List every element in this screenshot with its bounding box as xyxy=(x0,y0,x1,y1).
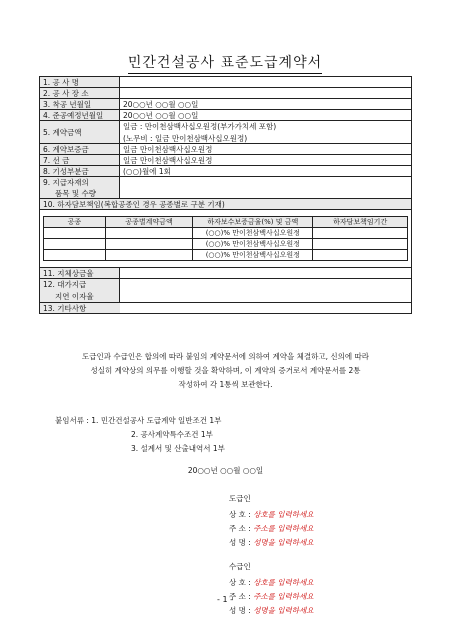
field-label: 성 명 : xyxy=(229,606,251,615)
field-label: 주 소 : xyxy=(229,592,251,601)
value-project-site xyxy=(120,88,411,98)
table-cell xyxy=(105,228,192,239)
contractor-company-row xyxy=(229,508,412,522)
attachments xyxy=(39,414,412,456)
agreement-line: 작성하여 각 1통씩 보관한다. xyxy=(178,380,273,389)
warranty-table xyxy=(43,216,408,261)
warranty-table-header xyxy=(44,217,408,228)
value-delay-penalty xyxy=(120,268,411,278)
row-progress-payment xyxy=(40,166,411,177)
table-cell xyxy=(105,250,192,261)
table-cell xyxy=(44,239,106,250)
label-start-date: 3. 착공 년월일 xyxy=(40,99,120,109)
subcontractor-block xyxy=(229,560,412,618)
field-label: 주 소 : xyxy=(229,524,251,533)
label-progress-payment: 8. 기성부분금 xyxy=(40,166,120,176)
contractor-name-row xyxy=(229,536,412,550)
warranty-col-bond-rate: 하자보수보증금율(%) 및 금액 xyxy=(193,217,313,228)
attachment-item: 3. 설계서 및 산출내역서 1부 xyxy=(131,444,225,453)
table-row xyxy=(44,239,408,250)
label-supplied-materials-line1: 9. 지급자재의 xyxy=(43,177,89,187)
warranty-header: 10. 하자담보책임(복합공종인 경우 공종별로 구분 기재) xyxy=(40,199,411,209)
table-cell: (○○)% 만이천삼백사십오원정 xyxy=(193,250,313,261)
table-row xyxy=(44,250,408,261)
row-warranty-header xyxy=(40,199,411,210)
contractor-address-row xyxy=(229,522,412,536)
row-completion-date xyxy=(40,110,411,121)
subcontractor-company-row xyxy=(229,576,412,590)
attachment-item: 2. 공사계약특수조건 1부 xyxy=(131,430,213,439)
contractor-address-field[interactable]: 주소를 입력하세요 xyxy=(253,524,314,533)
contract-body xyxy=(39,348,412,618)
contractor-block xyxy=(229,492,412,550)
attachments-prefix: 붙임서류 : xyxy=(55,416,89,425)
table-cell: (○○)% 만이천삼백사십오원정 xyxy=(193,239,313,250)
row-other-header xyxy=(40,303,411,313)
label-advance-payment: 7. 선 금 xyxy=(40,155,120,165)
label-delay-interest xyxy=(40,279,120,302)
label-supplied-materials xyxy=(40,177,120,198)
value-project-name xyxy=(120,77,411,87)
page-number: - 1 - xyxy=(217,595,233,604)
field-label: 상 호 : xyxy=(229,578,251,587)
document-title xyxy=(0,52,450,74)
field-label: 상 호 : xyxy=(229,510,251,519)
warranty-area xyxy=(40,210,411,268)
attachment-text: 1. 민간건설공사 도급계약 일반조건 1부 xyxy=(91,416,222,425)
row-supplied-materials xyxy=(40,177,411,199)
label-project-name: 1. 공 사 명 xyxy=(40,77,120,87)
label-supplied-materials-line2: 품목 및 수량 xyxy=(55,188,96,198)
value-supplied-materials xyxy=(120,177,411,198)
label-delay-interest-line1: 12. 대가지급 xyxy=(43,280,87,289)
row-project-name xyxy=(40,77,411,88)
table-cell xyxy=(44,228,106,239)
contract-amount-line2: (노무비 : 일금 만이천삼백사십오원정) xyxy=(123,133,248,143)
table-cell xyxy=(313,250,408,261)
subcontractor-name-row xyxy=(229,604,412,618)
field-label: 성 명 : xyxy=(229,538,251,547)
label-performance-bond: 6. 계약보증금 xyxy=(40,144,120,154)
table-row xyxy=(44,228,408,239)
row-delay-penalty xyxy=(40,268,411,279)
row-advance-payment xyxy=(40,155,411,166)
value-start-date: 20○○년 ○○월 ○○일 xyxy=(123,99,199,109)
contract-amount-line1: 일금 : 만이천삼백사십오원정(부가가치세 포함) xyxy=(123,121,277,131)
title-text: 민간건설공사 표준도급계약서 xyxy=(128,52,322,74)
row-delay-interest xyxy=(40,279,411,303)
warranty-col-contract-amount: 공종별계약금액 xyxy=(105,217,192,228)
other-header: 13. 기타사항 xyxy=(40,303,120,313)
table-cell xyxy=(44,250,106,261)
table-cell xyxy=(105,239,192,250)
label-project-site: 2. 공 사 장 소 xyxy=(40,88,120,98)
label-delay-penalty: 11. 지체상금율 xyxy=(40,268,120,278)
contractor-company-field[interactable]: 상호를 입력하세요 xyxy=(253,510,314,519)
table-cell xyxy=(313,239,408,250)
table-cell: (○○)% 만이천삼백사십오원정 xyxy=(193,228,313,239)
attachment-item xyxy=(55,414,412,428)
other-header-spacer xyxy=(120,303,411,313)
subcontractor-company-field[interactable]: 상호를 입력하세요 xyxy=(253,578,314,587)
signing-date: 20○○년 ○○월 ○○일 xyxy=(187,466,264,475)
agreement-paragraph xyxy=(39,350,412,392)
value-completion-date: 20○○년 ○○월 ○○일 xyxy=(123,110,199,120)
row-contract-amount xyxy=(40,121,411,144)
value-advance-payment: 일금 만이천삼백사십오원정 xyxy=(123,155,213,165)
table-cell xyxy=(313,228,408,239)
subcontractor-address-field[interactable]: 주소를 입력하세요 xyxy=(253,592,314,601)
value-delay-interest xyxy=(120,279,411,302)
label-contract-amount: 5. 계약금액 xyxy=(40,121,120,143)
warranty-col-work-type: 공종 xyxy=(44,217,106,228)
agreement-line: 도급인과 수급인은 합의에 따라 붙임의 계약문서에 의하여 계약을 체결하고, 신의에 따라 xyxy=(81,352,370,361)
contract-table xyxy=(39,76,412,314)
label-delay-interest-line2: 지연 이자율 xyxy=(55,292,94,301)
subcontractor-name-field[interactable]: 성명을 입력하세요 xyxy=(253,606,314,615)
value-progress-payment: (○○)월에 1회 xyxy=(123,166,171,176)
row-start-date xyxy=(40,99,411,110)
row-performance-bond xyxy=(40,144,411,155)
agreement-line: 성실히 계약상의 의무를 이행할 것을 확약하며, 이 계약의 증거로서 계약문서를 2통 xyxy=(90,366,361,375)
subcontractor-heading: 수급인 xyxy=(229,562,251,571)
label-completion-date: 4. 준공예정년월일 xyxy=(40,110,120,120)
value-performance-bond: 일금 만이천삼백사십오원정 xyxy=(123,144,213,154)
warranty-col-period: 하자담보책임기간 xyxy=(313,217,408,228)
value-contract-amount xyxy=(120,121,411,143)
row-project-site xyxy=(40,88,411,99)
contractor-name-field[interactable]: 성명을 입력하세요 xyxy=(253,538,314,547)
contractor-heading: 도급인 xyxy=(229,494,251,503)
